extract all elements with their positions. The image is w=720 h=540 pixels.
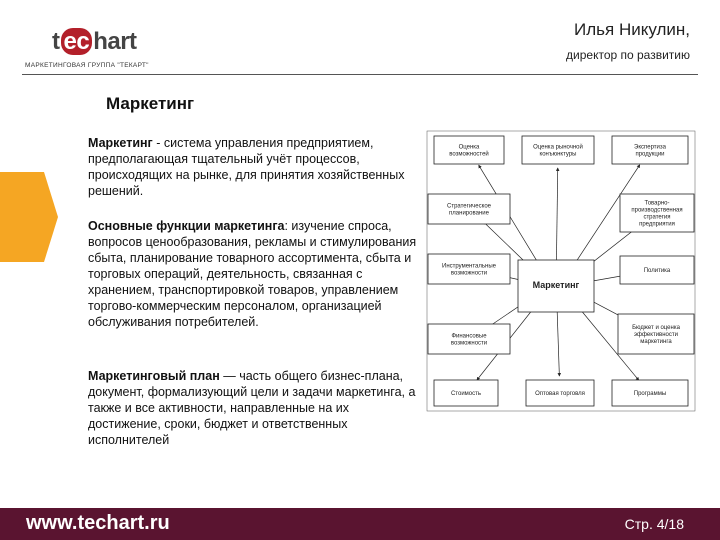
diagram-box-label: конъюнктуры — [539, 151, 577, 158]
diagram-box-label: Инструментальные — [442, 263, 496, 270]
diagram-box-label: предприятия — [639, 221, 675, 228]
diagram-box — [428, 324, 510, 354]
diagram-box — [618, 314, 694, 354]
diagram-box — [522, 136, 594, 164]
diagram-box-label: Бюджет и оценка — [632, 325, 680, 331]
diagram-box-label: маркетинга — [640, 339, 672, 345]
footer-url[interactable]: www.techart.ru — [26, 512, 170, 534]
diagram-center-box — [518, 260, 594, 312]
techart-logo: t ec hart — [52, 28, 137, 55]
author-block — [566, 20, 690, 62]
marketing-functions: Основные функции маркетинга: изучение спроса, вопросов ценообразования, рекламы и стимулирования сбыта, планирование товарного ассортимента, сбыта и торговых операций, деятельность, связанная с хранением, транспортировкой товаров, управлением торгово-коммерческим персоналом, организацией обслуживания потребителей. — [88, 219, 417, 329]
diagram-box — [612, 136, 688, 164]
diagram-box-label: Политика — [643, 268, 671, 274]
diagram-box-label: Стратегическое — [446, 203, 492, 210]
page-number: Стр. 4/18 — [624, 516, 684, 532]
diagram-box — [526, 380, 594, 406]
diagram-box-label: производственная — [631, 207, 683, 214]
diagram-box-label: Программы — [633, 391, 667, 397]
diagram-box — [434, 380, 498, 406]
diagram-box — [612, 380, 688, 406]
diagram-box — [428, 254, 510, 284]
marketing-diagram — [426, 130, 696, 412]
orange-arrow-decoration — [0, 172, 58, 262]
diagram-box-label: Оценка рыночной — [533, 144, 583, 151]
diagram-box-label: возможности — [450, 270, 488, 277]
diagram-box-label: Экспертиза — [634, 144, 666, 151]
diagram-box-label: Товарно- — [644, 200, 670, 207]
slide-title: Маркетинг — [106, 94, 195, 113]
diagram-box-label: Стоимость — [450, 391, 482, 397]
diagram-box-label: планирование — [449, 210, 489, 217]
diagram-box-label: Оптовая торговля — [535, 391, 585, 397]
diagram-box-label: возможности — [450, 340, 488, 347]
header-divider — [22, 74, 698, 75]
marketing-plan: Маркетинговый план — часть общего бизнес-плана, документ, формализующий цели и задачи маркетинга, а также и все активности, направленные на их достижение, сроки, бюджет и ответственных исполнителей — [88, 369, 416, 447]
diagram-box — [434, 136, 504, 164]
diagram-box — [428, 194, 510, 224]
diagram-box-label: эффективности — [633, 332, 679, 338]
author-role: директор по развитию — [566, 48, 690, 62]
diagram-box-label: Финансовые — [451, 333, 487, 340]
marketing-definition: Маркетинг - система управления предприятием, предполагающая тщательный учёт процессов, происходящих на рынке, для принятия хозяйственных решений. — [88, 136, 405, 198]
diagram-box — [620, 194, 694, 232]
diagram-box-label: продукции — [635, 151, 665, 158]
diagram-box-label: Оценка — [458, 144, 480, 151]
author-name: Илья Никулин, — [574, 20, 690, 39]
footer-bar — [0, 508, 720, 540]
diagram-box — [620, 256, 694, 284]
diagram-box-label: Маркетинг — [532, 280, 580, 290]
diagram-box-label: возможностей — [449, 151, 489, 158]
diagram-box-label: стратегия — [643, 214, 671, 221]
logo-subtitle: МАРКЕТИНГОВАЯ ГРУППА "ТЕКАРТ" — [25, 62, 149, 69]
